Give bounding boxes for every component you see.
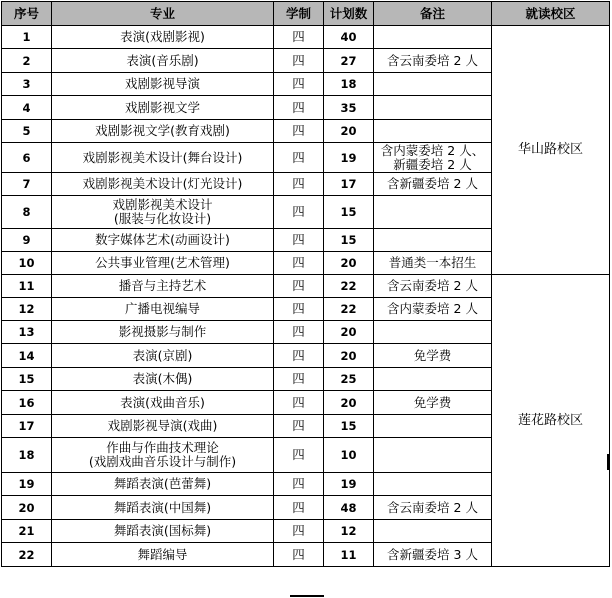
cell-length: 四 [274,196,324,229]
note-line: 新疆委培 2 人 [393,156,472,172]
major-line: 戏剧影视文学 [124,99,200,115]
cell-length: 四 [274,120,324,143]
cell-index: 13 [2,321,52,344]
cell-major [52,73,274,96]
cell-campus: 华山路校区 [492,26,610,275]
major-line: 舞蹈编导 [137,546,188,562]
cell-index: 1 [2,26,52,49]
header-campus: 就读校区 [492,2,610,26]
cell-index: 2 [2,49,52,73]
cell-plan: 20 [324,252,374,275]
cell-note [374,543,492,567]
cell-major [52,321,274,344]
cell-index: 17 [2,415,52,438]
cell-length: 四 [274,438,324,473]
major-line: 戏剧影视导演 [124,76,200,91]
cell-plan: 10 [324,438,374,473]
cell-length: 四 [274,473,324,496]
cell-major [52,275,274,298]
cell-major [52,368,274,391]
table-row [2,26,610,49]
cell-length: 四 [274,49,324,73]
cell-note [374,473,492,496]
note-line: 免学费 [413,394,452,410]
cell-plan: 35 [324,96,374,120]
cell-major [52,26,274,49]
cell-major [52,496,274,520]
cell-note [374,120,492,143]
major-line: 表演(音乐剧) [126,52,199,68]
cell-major [52,196,274,229]
major-line: 影视摄影与制作 [118,324,207,339]
cell-major [52,391,274,415]
major-line: 数字媒体艺术(动画设计) [95,232,230,247]
cell-index: 16 [2,391,52,415]
cell-length: 四 [274,496,324,520]
cell-length: 四 [274,520,324,543]
cell-note [374,49,492,73]
cell-index: 15 [2,368,52,391]
cell-plan: 12 [324,520,374,543]
cell-plan: 18 [324,73,374,96]
cell-plan: 17 [324,173,374,196]
cell-note [374,26,492,49]
cell-plan: 19 [324,473,374,496]
bottom-mark [290,595,324,597]
major-line: (戏剧戏曲音乐设计与制作) [88,454,237,469]
major-line: 舞蹈表演(国标舞) [113,523,212,538]
cell-note [374,391,492,415]
note-line: 含内蒙委培 2 人、 [380,142,485,158]
note-line: 含云南委培 2 人 [387,499,478,515]
cell-index: 12 [2,298,52,321]
cell-length: 四 [274,143,324,173]
cell-length: 四 [274,344,324,368]
cell-note [374,143,492,173]
cell-major [52,520,274,543]
cell-index: 5 [2,120,52,143]
major-line: 广播电视编导 [124,301,200,316]
table-body [2,26,610,567]
note-line: 免学费 [413,347,452,363]
cell-note [374,196,492,229]
cell-plan: 20 [324,321,374,344]
cell-major [52,473,274,496]
cell-major [52,120,274,143]
cell-index: 18 [2,438,52,473]
note-line: 普通类一本招生 [388,255,477,270]
cell-plan: 48 [324,496,374,520]
cell-plan: 40 [324,26,374,49]
cell-plan: 19 [324,143,374,173]
cell-major [52,344,274,368]
cell-length: 四 [274,415,324,438]
major-line: 作曲与作曲技术理论 [106,440,219,455]
major-line: 表演(木偶) [132,371,193,386]
cell-plan: 27 [324,49,374,73]
note-line: 含新疆委培 2 人 [387,176,478,191]
major-line: 表演(戏剧影视) [120,29,205,44]
major-line: 戏剧影视美术设计(灯光设计) [82,176,243,191]
note-line: 含新疆委培 3 人 [387,546,478,562]
cell-length: 四 [274,298,324,321]
major-line: 戏剧影视导演(戏曲) [107,418,218,433]
cell-major [52,415,274,438]
major-line: 戏剧影视美术设计 [112,197,213,212]
cell-plan: 22 [324,298,374,321]
major-line: 舞蹈表演(芭蕾舞) [113,476,212,491]
cell-major [52,96,274,120]
cell-index: 6 [2,143,52,173]
major-line: 表演(京剧) [132,347,193,363]
cell-plan: 25 [324,368,374,391]
major-line: 戏剧影视美术设计(舞台设计) [82,149,243,165]
cell-length: 四 [274,173,324,196]
major-line: 播音与主持艺术 [118,278,207,293]
admission-plan-table [1,1,610,567]
cell-length: 四 [274,73,324,96]
major-line: (服装与化妆设计) [113,211,212,226]
header-plan: 计划数 [324,2,374,26]
cell-campus: 莲花路校区 [492,275,610,567]
cell-note [374,73,492,96]
cell-plan: 11 [324,543,374,567]
cell-note [374,321,492,344]
header-note: 备注 [374,2,492,26]
cell-note [374,415,492,438]
cell-plan: 20 [324,120,374,143]
cell-note [374,275,492,298]
cell-major [52,229,274,252]
cell-note [374,368,492,391]
edge-mark [607,454,610,470]
cell-length: 四 [274,321,324,344]
cell-major [52,143,274,173]
header-length: 学制 [274,2,324,26]
cell-major [52,49,274,73]
cell-plan: 22 [324,275,374,298]
cell-index: 11 [2,275,52,298]
cell-index: 19 [2,473,52,496]
cell-length: 四 [274,275,324,298]
cell-index: 10 [2,252,52,275]
cell-note [374,173,492,196]
cell-length: 四 [274,391,324,415]
cell-length: 四 [274,368,324,391]
major-line: 戏剧影视文学(教育戏剧) [95,123,230,138]
cell-plan: 15 [324,229,374,252]
header-row [2,2,610,26]
header-index: 序号 [2,2,52,26]
cell-plan: 20 [324,391,374,415]
cell-note [374,344,492,368]
cell-index: 9 [2,229,52,252]
note-line: 含云南委培 2 人 [387,278,478,293]
cell-note [374,520,492,543]
cell-length: 四 [274,252,324,275]
major-line: 舞蹈表演(中国舞) [113,499,212,515]
note-line: 含内蒙委培 2 人 [387,301,478,316]
cell-note [374,496,492,520]
cell-index: 3 [2,73,52,96]
cell-index: 21 [2,520,52,543]
cell-plan: 15 [324,196,374,229]
cell-major [52,173,274,196]
cell-note [374,252,492,275]
cell-index: 22 [2,543,52,567]
cell-index: 20 [2,496,52,520]
cell-major [52,252,274,275]
major-line: 表演(戏曲音乐) [120,394,205,410]
cell-note [374,229,492,252]
cell-plan: 20 [324,344,374,368]
cell-note [374,298,492,321]
cell-length: 四 [274,229,324,252]
cell-note [374,438,492,473]
cell-index: 4 [2,96,52,120]
cell-length: 四 [274,543,324,567]
cell-major [52,438,274,473]
cell-length: 四 [274,96,324,120]
cell-index: 8 [2,196,52,229]
cell-index: 14 [2,344,52,368]
major-line: 公共事业管理(艺术管理) [95,255,230,270]
cell-index: 7 [2,173,52,196]
cell-major [52,298,274,321]
cell-plan: 15 [324,415,374,438]
header-major: 专业 [52,2,274,26]
table-row [2,275,610,298]
cell-note [374,96,492,120]
cell-major [52,543,274,567]
cell-length: 四 [274,26,324,49]
note-line: 含云南委培 2 人 [387,52,478,68]
